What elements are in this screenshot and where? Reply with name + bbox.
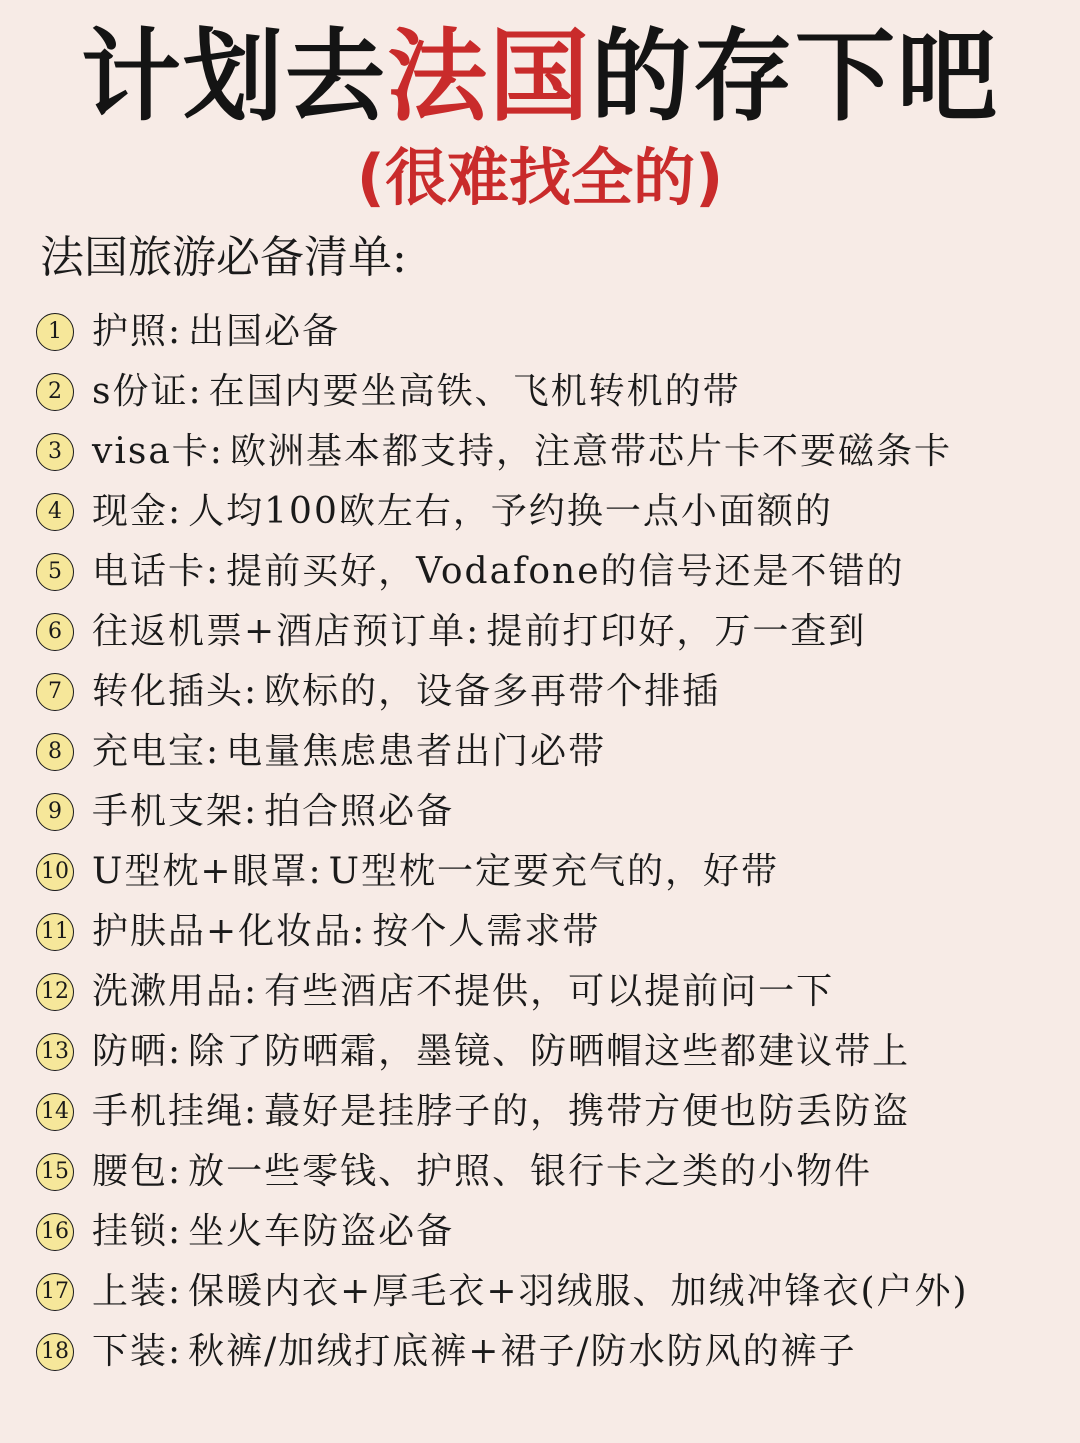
item-description: 提前打印好，万一查到 [486, 611, 867, 652]
item-number-badge: 7 [36, 673, 74, 711]
item-number-badge: 18 [36, 1333, 74, 1371]
list-item [36, 602, 1056, 662]
item-description: 秋裤/加绒打底裤+裙子/防水防风的裤子 [188, 1331, 857, 1372]
item-separator: : [308, 851, 323, 892]
list-item [36, 1322, 1056, 1382]
item-label: U型枕+眼罩 [92, 851, 309, 892]
item-separator: : [244, 671, 259, 712]
item-separator: : [244, 1091, 259, 1132]
item-description: 保暖内衣+厚毛衣+羽绒服、加绒冲锋衣(户外) [188, 1271, 969, 1312]
item-number-badge: 2 [36, 373, 74, 411]
item-separator: : [168, 1151, 183, 1192]
item-label: visa卡 [92, 431, 210, 472]
item-description: 坐火车防盗必备 [188, 1211, 455, 1252]
item-description: 电量焦虑患者出门必带 [226, 731, 607, 772]
title-part-2: 的存下吧 [591, 18, 999, 135]
item-number-badge: 16 [36, 1213, 74, 1251]
item-number-badge: 6 [36, 613, 74, 651]
list-item [36, 842, 1056, 902]
item-label: 护照 [92, 311, 169, 352]
item-number-badge: 1 [36, 313, 74, 351]
item-label: s份证 [92, 371, 189, 412]
item-description: 有些酒店不提供，可以提前问一下 [264, 971, 835, 1012]
item-separator: : [466, 611, 481, 652]
item-number-badge: 4 [36, 493, 74, 531]
item-description: 在国内要坐高铁、飞机转机的带 [208, 371, 741, 412]
list-heading: 法国旅游必备清单: [40, 232, 407, 283]
page-title [0, 18, 1080, 136]
item-label: 腰包 [92, 1151, 169, 1192]
item-label: 现金 [92, 491, 169, 532]
list-item [36, 422, 1056, 482]
page-subtitle: (很难找全的) [356, 141, 724, 214]
list-item [36, 782, 1056, 842]
item-separator: : [168, 491, 183, 532]
title-part-1: 计划去 [81, 18, 387, 135]
title-accent: 法国 [387, 18, 591, 135]
item-description: 提前买好，Vodafone的信号还是不错的 [226, 551, 905, 592]
item-number-badge: 13 [36, 1033, 74, 1071]
item-separator: : [168, 311, 183, 352]
item-number-badge: 5 [36, 553, 74, 591]
item-number-badge: 11 [36, 913, 74, 951]
item-description: 除了防晒霜，墨镜、防晒帽这些都建议带上 [188, 1031, 911, 1072]
item-label: 防晒 [92, 1031, 169, 1072]
item-label: 上装 [92, 1271, 169, 1312]
checklist [36, 302, 1056, 1382]
list-item [36, 962, 1056, 1022]
item-separator: : [209, 431, 224, 472]
list-item [36, 542, 1056, 602]
list-item [36, 722, 1056, 782]
item-label: 充电宝 [92, 731, 207, 772]
item-number-badge: 3 [36, 433, 74, 471]
item-description: 按个人需求带 [372, 911, 601, 952]
list-item [36, 1082, 1056, 1142]
item-label: 转化插头 [92, 671, 245, 712]
item-label: 护肤品+化妆品 [92, 911, 353, 952]
item-separator: : [168, 1031, 183, 1072]
item-separator: : [188, 371, 203, 412]
list-item [36, 902, 1056, 962]
item-separator: : [168, 1331, 183, 1372]
item-separator: : [206, 551, 221, 592]
item-separator: : [244, 971, 259, 1012]
item-description: 人均100欧左右，予约换一点小面额的 [188, 491, 833, 532]
item-label: 往返机票+酒店预订单 [92, 611, 467, 652]
item-number-badge: 15 [36, 1153, 74, 1191]
list-item [36, 362, 1056, 422]
list-item [36, 1022, 1056, 1082]
list-item [36, 482, 1056, 542]
item-description: 出国必备 [188, 311, 341, 352]
list-item [36, 1202, 1056, 1262]
item-separator: : [206, 731, 221, 772]
item-separator: : [168, 1271, 183, 1312]
item-description: 欧洲基本都支持，注意带芯片卡不要磁条卡 [229, 431, 952, 472]
item-label: 挂锁 [92, 1211, 169, 1252]
item-label: 手机挂绳 [92, 1091, 245, 1132]
item-description: 欧标的，设备多再带个排插 [264, 671, 721, 712]
item-separator: : [352, 911, 367, 952]
item-number-badge: 12 [36, 973, 74, 1011]
item-description: U型枕一定要充气的，好带 [328, 851, 779, 892]
item-number-badge: 14 [36, 1093, 74, 1131]
list-item [36, 1142, 1056, 1202]
item-label: 下装 [92, 1331, 169, 1372]
list-item [36, 1262, 1056, 1322]
item-label: 电话卡 [92, 551, 207, 592]
item-description: 放一些零钱、护照、银行卡之类的小物件 [188, 1151, 873, 1192]
list-item [36, 662, 1056, 722]
item-separator: : [168, 1211, 183, 1252]
item-label: 洗漱用品 [92, 971, 245, 1012]
item-description: 蕞好是挂脖子的，携带方便也防丢防盗 [264, 1091, 911, 1132]
item-number-badge: 10 [36, 853, 74, 891]
item-number-badge: 9 [36, 793, 74, 831]
list-item [36, 302, 1056, 362]
item-number-badge: 8 [36, 733, 74, 771]
item-description: 拍合照必备 [264, 791, 455, 832]
item-label: 手机支架 [92, 791, 245, 832]
item-number-badge: 17 [36, 1273, 74, 1311]
item-separator: : [244, 791, 259, 832]
